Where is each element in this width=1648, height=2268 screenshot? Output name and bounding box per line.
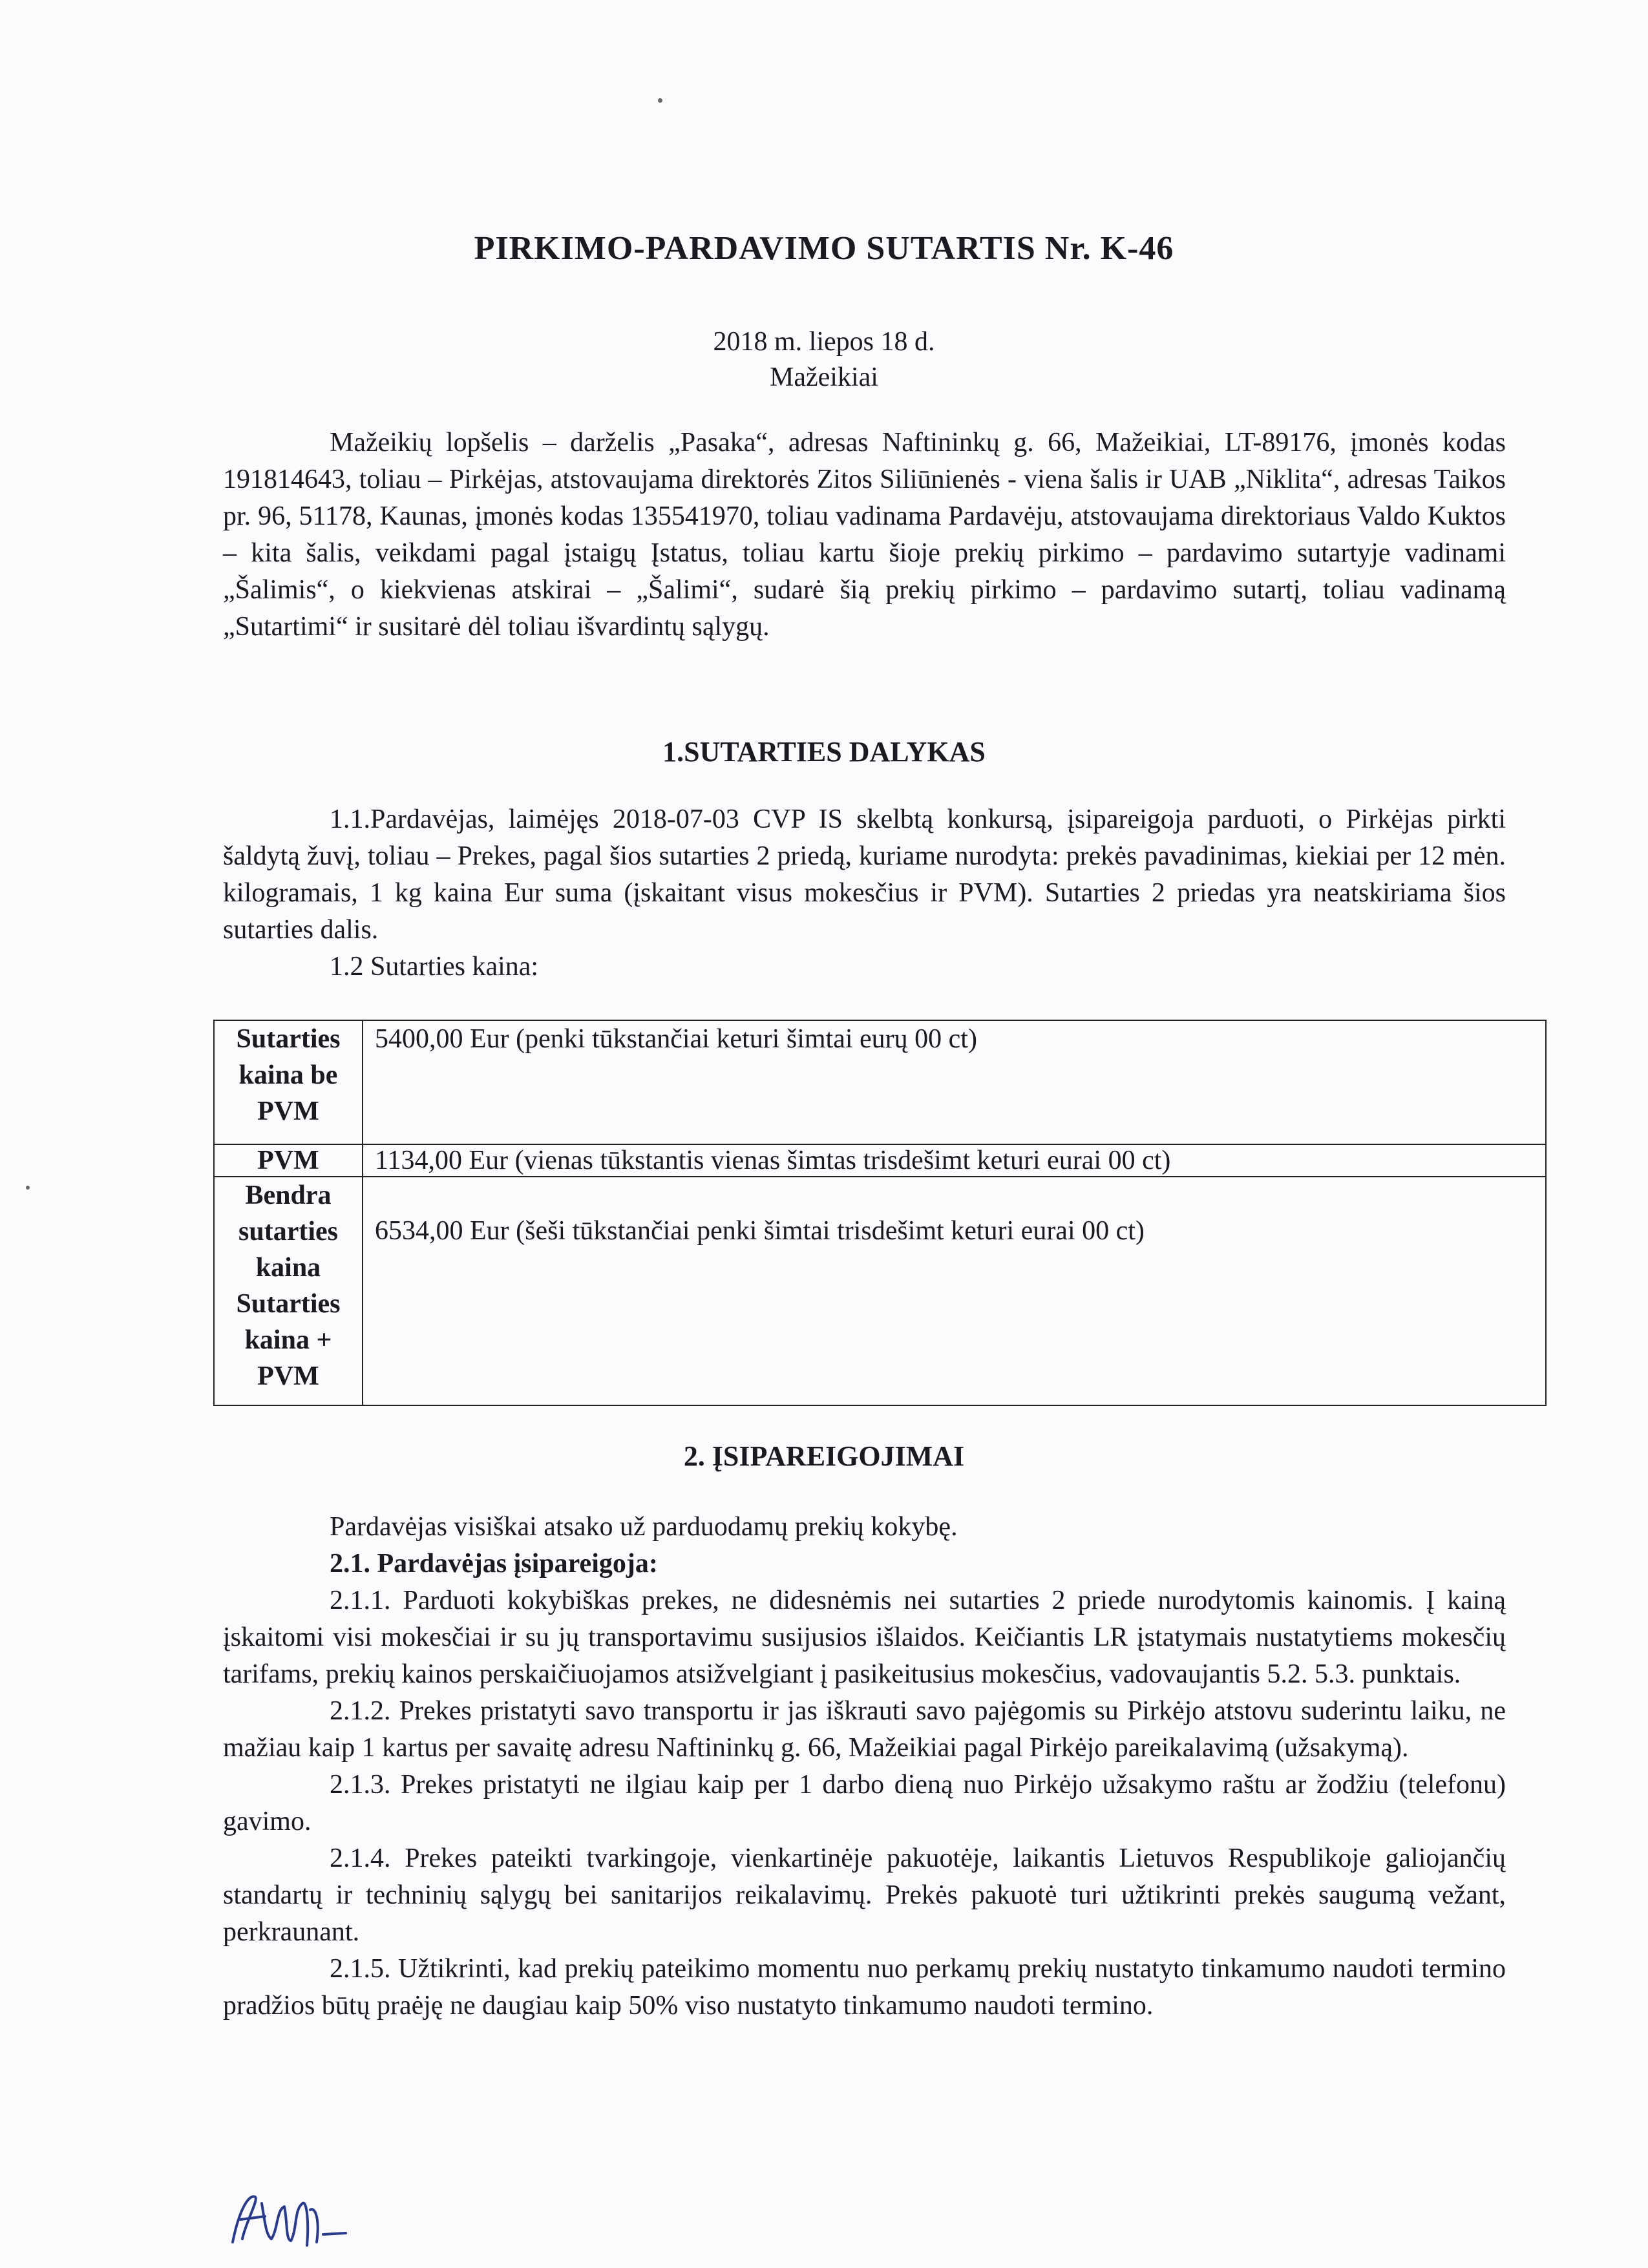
section2-heading: 2. ĮSIPAREIGOJIMAI [683, 1440, 965, 1472]
scan-speck [658, 98, 662, 103]
section1-text [223, 801, 1506, 985]
section2-intro: Pardavėjas visiškai atsako už parduodamų prekių kokybę. [330, 1512, 958, 1542]
clause-1-2: 1.2 Sutarties kaina: [330, 952, 539, 982]
price-table [213, 1020, 1547, 1406]
section1-heading: 1.SUTARTIES DALYKAS [662, 736, 986, 768]
clause-2-1-1: 2.1.1. Parduoti kokybiškas prekes, ne didesnėmis nei sutarties 2 priede nurodytomis kainomis. Į kainą įskaitomi visi mokesčiai ir su jų transportavimu susijusios išlaidos. Keičiantis LR įstatymais nustatytiems mokesčių tarifams, prekių kainos perskaičiuojamos atsižvelgiant į pasikeitusius mokesčius, vadovaujantis 5.2. 5.3. punktais. [223, 1586, 1506, 1689]
price-label-total: Bendra sutarties kaina Sutarties kaina + PVM [214, 1177, 363, 1405]
handwritten-signature [226, 2184, 375, 2255]
document-place: Mažeikiai [770, 362, 878, 392]
clause-2-1-4: 2.1.4. Prekes pateikti tvarkingoje, vienkartinėje pakuotėje, laikantis Lietuvos Respublikoje galiojančių standartų ir techninių sąlygų bei sanitarijos reikalavimų. Prekės pakuotė turi užtikrinti prekės saugumą vežant, perkraunant. [223, 1843, 1506, 1947]
table-row [214, 1020, 1546, 1144]
price-value-vat: 1134,00 Eur (vienas tūkstantis vienas šimtas trisdešimt keturi eurai 00 ct) [363, 1144, 1546, 1177]
price-value-total: 6534,00 Eur (šeši tūkstančiai penki šimtai trisdešimt keturi eurai 00 ct) [363, 1177, 1546, 1405]
scan-speck [26, 1186, 30, 1190]
price-label-no-vat: Sutarties kaina be PVM [214, 1020, 363, 1144]
price-label-vat: PVM [214, 1144, 363, 1177]
table-row [214, 1144, 1546, 1177]
table-row [214, 1177, 1546, 1405]
intro-paragraph: Mažeikių lopšelis – darželis „Pasaka“, adresas Naftininkų g. 66, Mažeikiai, LT-89176, įmonės kodas 191814643, toliau – Pirkėjas, atstovaujama direktorės Zitos Siliūnienės - viena šalis ir UAB „Niklita“, adresas Taikos pr. 96, 51178, Kaunas, įmonės kodas 135541970, toliau vadinama Pardavėju, atstovaujama direktoriaus Valdo Kuktos – kita šalis, veikdami pagal įstaigų Įstatus, toliau kartu šioje prekių pirkimo – pardavimo sutartyje vadinami „Šalimis“, o kiekvienas atskirai – „Šalimi“, sudarė šią prekių pirkimo – pardavimo sutartį, toliau vadinamą „Sutartimi“ ir susitarė dėl toliau išvardintų sąlygų. [223, 428, 1506, 642]
clause-2-1-5: 2.1.5. Užtikrinti, kad prekių pateikimo momentu nuo perkamų prekių nustatyto tinkamumo naudoti termino pradžios būtų praėję ne daugiau kaip 50% viso nustatyto tinkamumo naudoti termino. [223, 1954, 1506, 2021]
clause-2-1-2: 2.1.2. Prekes pristatyti savo transportu ir jas iškrauti savo pajėgomis su Pirkėjo atstovu suderintu laiku, ne mažiau kaip 1 kartus per savaitę adresu Naftininkų g. 66, Mažeikiai pagal Pirkėjo pareikalavimą (užsakymą). [223, 1696, 1506, 1763]
price-value-no-vat: 5400,00 Eur (penki tūkstančiai keturi šimtai eurų 00 ct) [363, 1020, 1546, 1144]
clause-1-1: 1.1.Pardavėjas, laimėjęs 2018-07-03 CVP IS skelbtą konkursą, įsipareigoja parduoti, o Pirkėjas pirkti šaldytą žuvį, toliau – Prekes, pagal šios sutarties 2 priedą, kuriame nurodyta: prekės pavadinimas, kiekiai per 12 mėn. kilogramais, 1 kg kaina Eur suma (įskaitant visus mokesčius ir PVM). Sutarties 2 priedas yra neatskiriama šios sutarties dalis. [223, 804, 1506, 945]
document-title: PIRKIMO-PARDAVIMO SUTARTIS Nr. K-46 [474, 230, 1174, 267]
section2-subheading: 2.1. Pardavėjas įsipareigoja: [330, 1549, 658, 1579]
section2-text [223, 1509, 1506, 2024]
clause-2-1-3: 2.1.3. Prekes pristatyti ne ilgiau kaip per 1 darbo dieną nuo Pirkėjo užsakymo raštu ar žodžiu (telefonu) gavimo. [223, 1770, 1506, 1836]
document-date: 2018 m. liepos 18 d. [713, 327, 935, 357]
